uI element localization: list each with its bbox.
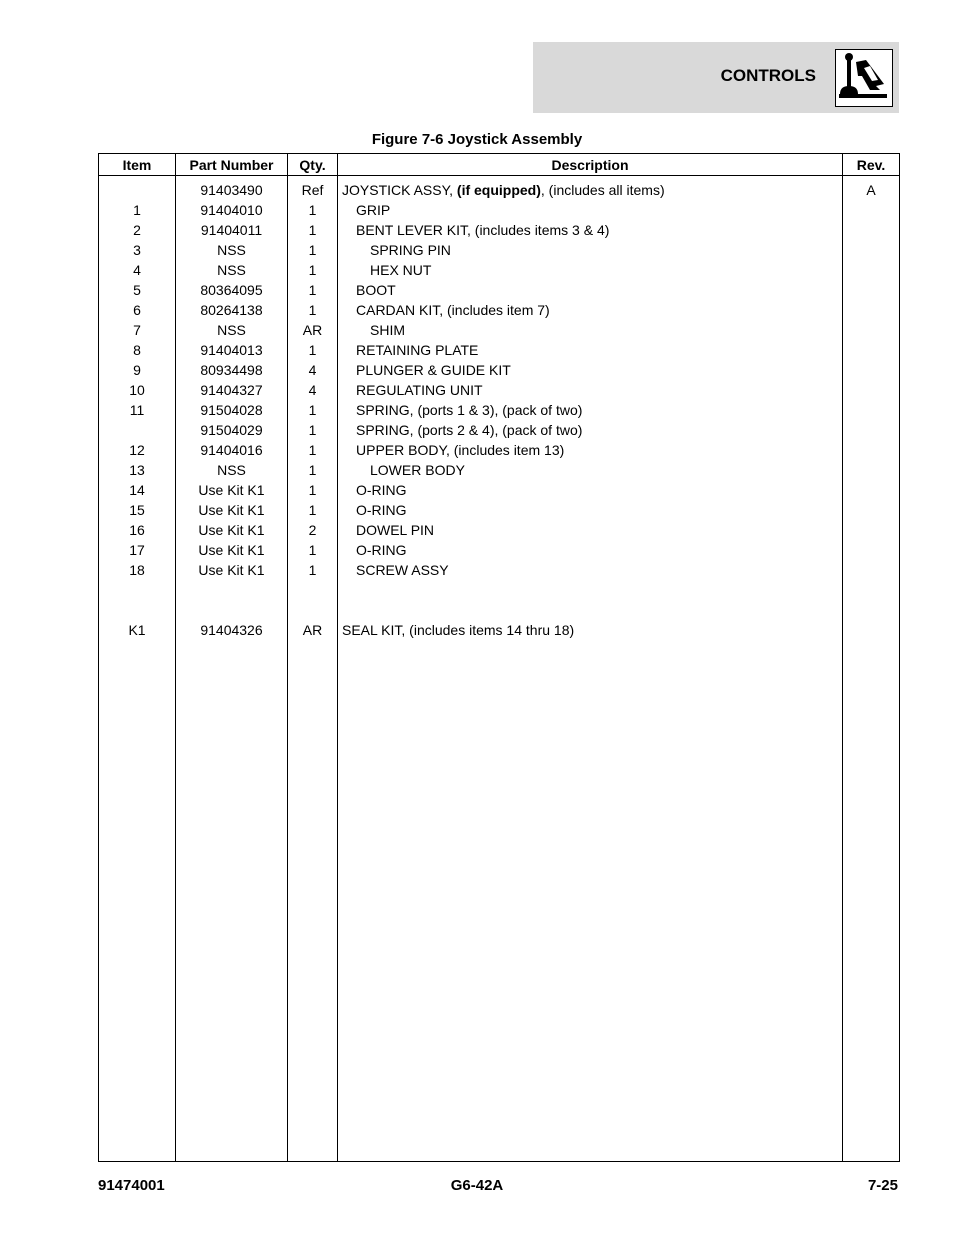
- item-cell: 1: [99, 200, 176, 220]
- qty-cell: 1: [288, 300, 338, 320]
- item-cell: 14: [99, 480, 176, 500]
- table-row: [99, 280, 900, 300]
- qty-cell: 2: [288, 520, 338, 540]
- rev-cell: [843, 220, 900, 240]
- part-number-cell: 91504029: [176, 420, 288, 440]
- item-cell: 18: [99, 560, 176, 580]
- rev-cell: [843, 380, 900, 400]
- table-row: [99, 300, 900, 320]
- qty-cell: 1: [288, 220, 338, 240]
- item-cell: 17: [99, 540, 176, 560]
- table-row: [99, 360, 900, 380]
- item-cell: 10: [99, 380, 176, 400]
- rev-cell: [843, 280, 900, 300]
- qty-cell: 1: [288, 240, 338, 260]
- table-row: [99, 380, 900, 400]
- item-cell: [99, 420, 176, 440]
- part-number-cell: 80934498: [176, 360, 288, 380]
- qty-cell: 1: [288, 420, 338, 440]
- part-number-cell: NSS: [176, 260, 288, 280]
- part-number-cell: Use Kit K1: [176, 520, 288, 540]
- description-cell: O-RING: [338, 540, 843, 560]
- part-number-cell: 80264138: [176, 300, 288, 320]
- item-cell: 2: [99, 220, 176, 240]
- footer-page-number: 7-25: [867, 1177, 898, 1194]
- part-number-cell: Use Kit K1: [176, 480, 288, 500]
- column-header-rev: Rev.: [843, 154, 900, 176]
- item-cell: 13: [99, 460, 176, 480]
- qty-cell: 4: [288, 380, 338, 400]
- item-cell: 11: [99, 400, 176, 420]
- part-number-cell: 91404326: [176, 620, 288, 640]
- qty-cell: 1: [288, 540, 338, 560]
- description-cell: HEX NUT: [338, 260, 843, 280]
- part-number-cell: Use Kit K1: [176, 540, 288, 560]
- part-number-cell: 91404011: [176, 220, 288, 240]
- part-number-cell: NSS: [176, 240, 288, 260]
- joystick-icon: [835, 49, 893, 107]
- table-row: [99, 340, 900, 360]
- item-cell: K1: [99, 620, 176, 640]
- qty-cell: 1: [288, 480, 338, 500]
- table-row: [99, 500, 900, 520]
- description-bold: (if equipped): [456, 182, 541, 198]
- footer-document-number: 91474001: [98, 1177, 165, 1194]
- table-row: [99, 320, 900, 340]
- item-cell: 6: [99, 300, 176, 320]
- table-row: [99, 480, 900, 500]
- item-cell: [99, 180, 176, 200]
- rev-cell: [843, 500, 900, 520]
- description-cell: LOWER BODY: [338, 460, 843, 480]
- rev-cell: [843, 320, 900, 340]
- table-row: [99, 240, 900, 260]
- part-number-cell: 91404327: [176, 380, 288, 400]
- description-cell: RETAINING PLATE: [338, 340, 843, 360]
- part-number-cell: Use Kit K1: [176, 500, 288, 520]
- column-header-description: Description: [338, 154, 843, 176]
- description-cell: GRIP: [338, 200, 843, 220]
- table-row: [99, 420, 900, 440]
- rev-cell: [843, 520, 900, 540]
- table-row: [99, 620, 900, 640]
- description-cell: DOWEL PIN: [338, 520, 843, 540]
- description-cell: SEAL KIT, (includes items 14 thru 18): [338, 620, 843, 640]
- rev-cell: [843, 480, 900, 500]
- rev-cell: [843, 540, 900, 560]
- item-cell: 16: [99, 520, 176, 540]
- description-cell: SPRING, (ports 1 & 3), (pack of two): [338, 400, 843, 420]
- section-title: CONTROLS: [720, 66, 816, 85]
- qty-cell: 1: [288, 340, 338, 360]
- table-row: [99, 560, 900, 580]
- table-row: [99, 260, 900, 280]
- table-header-row: [99, 154, 900, 176]
- rev-cell: [843, 420, 900, 440]
- part-number-cell: 91504028: [176, 400, 288, 420]
- part-number-cell: 91403490: [176, 180, 288, 200]
- item-cell: 15: [99, 500, 176, 520]
- description-cell: BOOT: [338, 280, 843, 300]
- rev-cell: [843, 200, 900, 220]
- description-cell: REGULATING UNIT: [338, 380, 843, 400]
- footer-model: G6-42A: [450, 1177, 504, 1194]
- description-cell: PLUNGER & GUIDE KIT: [338, 360, 843, 380]
- rev-cell: [843, 400, 900, 420]
- rev-cell: A: [843, 180, 900, 200]
- rev-cell: [843, 560, 900, 580]
- rev-cell: [843, 360, 900, 380]
- table-row: [99, 460, 900, 480]
- qty-cell: 1: [288, 460, 338, 480]
- figure-title: Figure 7-6 Joystick Assembly: [371, 131, 583, 148]
- qty-cell: AR: [288, 620, 338, 640]
- item-cell: 7: [99, 320, 176, 340]
- qty-cell: 1: [288, 440, 338, 460]
- table-row: [99, 400, 900, 420]
- item-cell: 5: [99, 280, 176, 300]
- qty-cell: 1: [288, 200, 338, 220]
- rev-cell: [843, 340, 900, 360]
- description-cell: O-RING: [338, 480, 843, 500]
- qty-cell: 1: [288, 400, 338, 420]
- column-header-qty: Qty.: [288, 154, 338, 176]
- description-cell: SPRING PIN: [338, 240, 843, 260]
- rev-cell: [843, 240, 900, 260]
- part-number-cell: NSS: [176, 460, 288, 480]
- section-header: [533, 42, 899, 113]
- table-row: [99, 200, 900, 220]
- description-cell: SHIM: [338, 320, 843, 340]
- qty-cell: AR: [288, 320, 338, 340]
- table-row: [99, 520, 900, 540]
- qty-cell: Ref: [288, 180, 338, 200]
- description-cell: BENT LEVER KIT, (includes items 3 & 4): [338, 220, 843, 240]
- description-cell: O-RING: [338, 500, 843, 520]
- part-number-cell: 91404010: [176, 200, 288, 220]
- item-cell: 3: [99, 240, 176, 260]
- description-cell: SCREW ASSY: [338, 560, 843, 580]
- qty-cell: 1: [288, 560, 338, 580]
- rev-cell: [843, 460, 900, 480]
- table-row: [99, 220, 900, 240]
- qty-cell: 1: [288, 260, 338, 280]
- table-row: [99, 440, 900, 460]
- rev-cell: [843, 300, 900, 320]
- part-number-cell: 91404016: [176, 440, 288, 460]
- parts-table: [98, 153, 900, 1162]
- rev-cell: [843, 620, 900, 640]
- item-cell: 12: [99, 440, 176, 460]
- table-row: [99, 180, 900, 200]
- description-cell: SPRING, (ports 2 & 4), (pack of two): [338, 420, 843, 440]
- item-cell: 9: [99, 360, 176, 380]
- part-number-cell: 91404013: [176, 340, 288, 360]
- table-row: [99, 540, 900, 560]
- rev-cell: [843, 260, 900, 280]
- rev-cell: [843, 440, 900, 460]
- item-cell: 8: [99, 340, 176, 360]
- description-cell: UPPER BODY, (includes item 13): [338, 440, 843, 460]
- description-cell: CARDAN KIT, (includes item 7): [338, 300, 843, 320]
- part-number-cell: Use Kit K1: [176, 560, 288, 580]
- column-header-item: Item: [99, 154, 176, 176]
- part-number-cell: NSS: [176, 320, 288, 340]
- qty-cell: 1: [288, 280, 338, 300]
- qty-cell: 4: [288, 360, 338, 380]
- item-cell: 4: [99, 260, 176, 280]
- column-header-part-number: Part Number: [176, 154, 288, 176]
- description-cell: JOYSTICK ASSY, (if equipped), (includes all items): [338, 180, 843, 200]
- part-number-cell: 80364095: [176, 280, 288, 300]
- qty-cell: 1: [288, 500, 338, 520]
